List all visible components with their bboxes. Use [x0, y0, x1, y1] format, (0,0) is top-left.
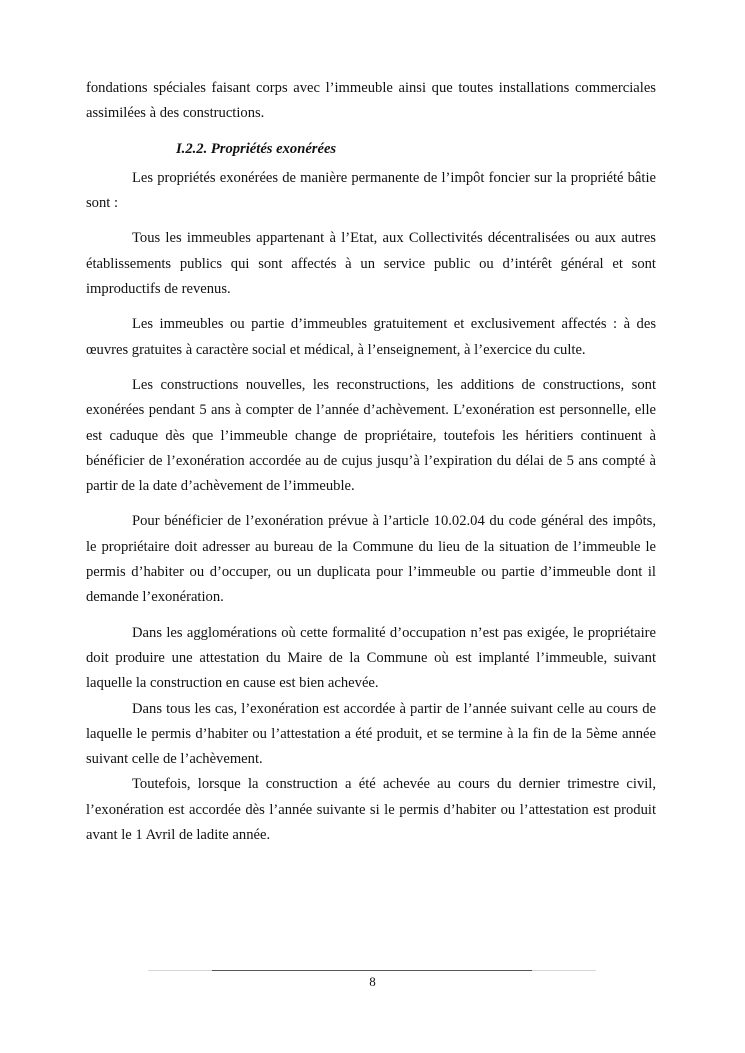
paragraph: Tous les immeubles appartenant à l’Etat, aux Collectivités décentralisées ou aux autres établissements publics qui sont affectés à un service public ou d’intérêt général et sont improductifs de revenus. — [86, 230, 656, 298]
paragraph: Dans les agglomérations où cette formalité d’occupation n’est pas exigée, le propriétaire doit produire une attestation du Maire de la Commune où est implanté l’immeuble, suivant laquelle la construction en cause est bien achevée. — [86, 624, 656, 692]
footer-divider — [148, 970, 596, 972]
paragraph: Les constructions nouvelles, les reconstructions, les additions de constructions, sont exonérées pendant 5 ans à compter de l’année d’achèvement. L’exonération est personnelle, elle est caduque dès que l’immeuble change de propriétaire, toutefois les héritiers continuent à bénéficier de l’exonération accordée au de cujus jusqu’à l’expiration du délai de 5 ans compté à partir de la date d’achèvement de l’immeuble. — [86, 376, 656, 495]
paragraph: Les propriétés exonérées de manière permanente de l’impôt foncier sur la propriété bâtie sont : — [86, 169, 656, 212]
body-text — [86, 76, 656, 848]
paragraph: Les immeubles ou partie d’immeubles gratuitement et exclusivement affectés : à des œuvres gratuites à caractère social et médical, à l’enseignement, à l’exercice du culte. — [86, 316, 656, 358]
page-number: 8 — [369, 974, 376, 989]
paragraph: Pour bénéficier de l’exonération prévue à l’article 10.02.04 du code général des impôts, le propriétaire doit adresser au bureau de la Commune du lieu de la situation de l’immeuble le permis d’habiter ou d’occuper, ou un duplicata pour l’immeuble ou partie d’immeuble dont il demande l’exonération. — [86, 513, 656, 606]
paragraph-continuation: fondations spéciales faisant corps avec l’immeuble ainsi que toutes installations commerciales assimilées à des constructions. — [86, 80, 656, 122]
paragraph: Toutefois, lorsque la construction a été achevée au cours du dernier trimestre civil, l’exonération est accordée dès l’année suivante si le permis d’habiter ou l’attestation est produit avant le 1 Avril de ladite année. — [86, 776, 656, 844]
section-heading: I.2.2. Propriétés exonérées — [176, 140, 337, 157]
paragraph: Dans tous les cas, l’exonération est accordée à partir de l’année suivant celle au cours de laquelle le permis d’habiter ou l’attestation a été produit, et se termine à la fin de la 5ème année suivant celle de l’achèvement. — [86, 700, 656, 768]
